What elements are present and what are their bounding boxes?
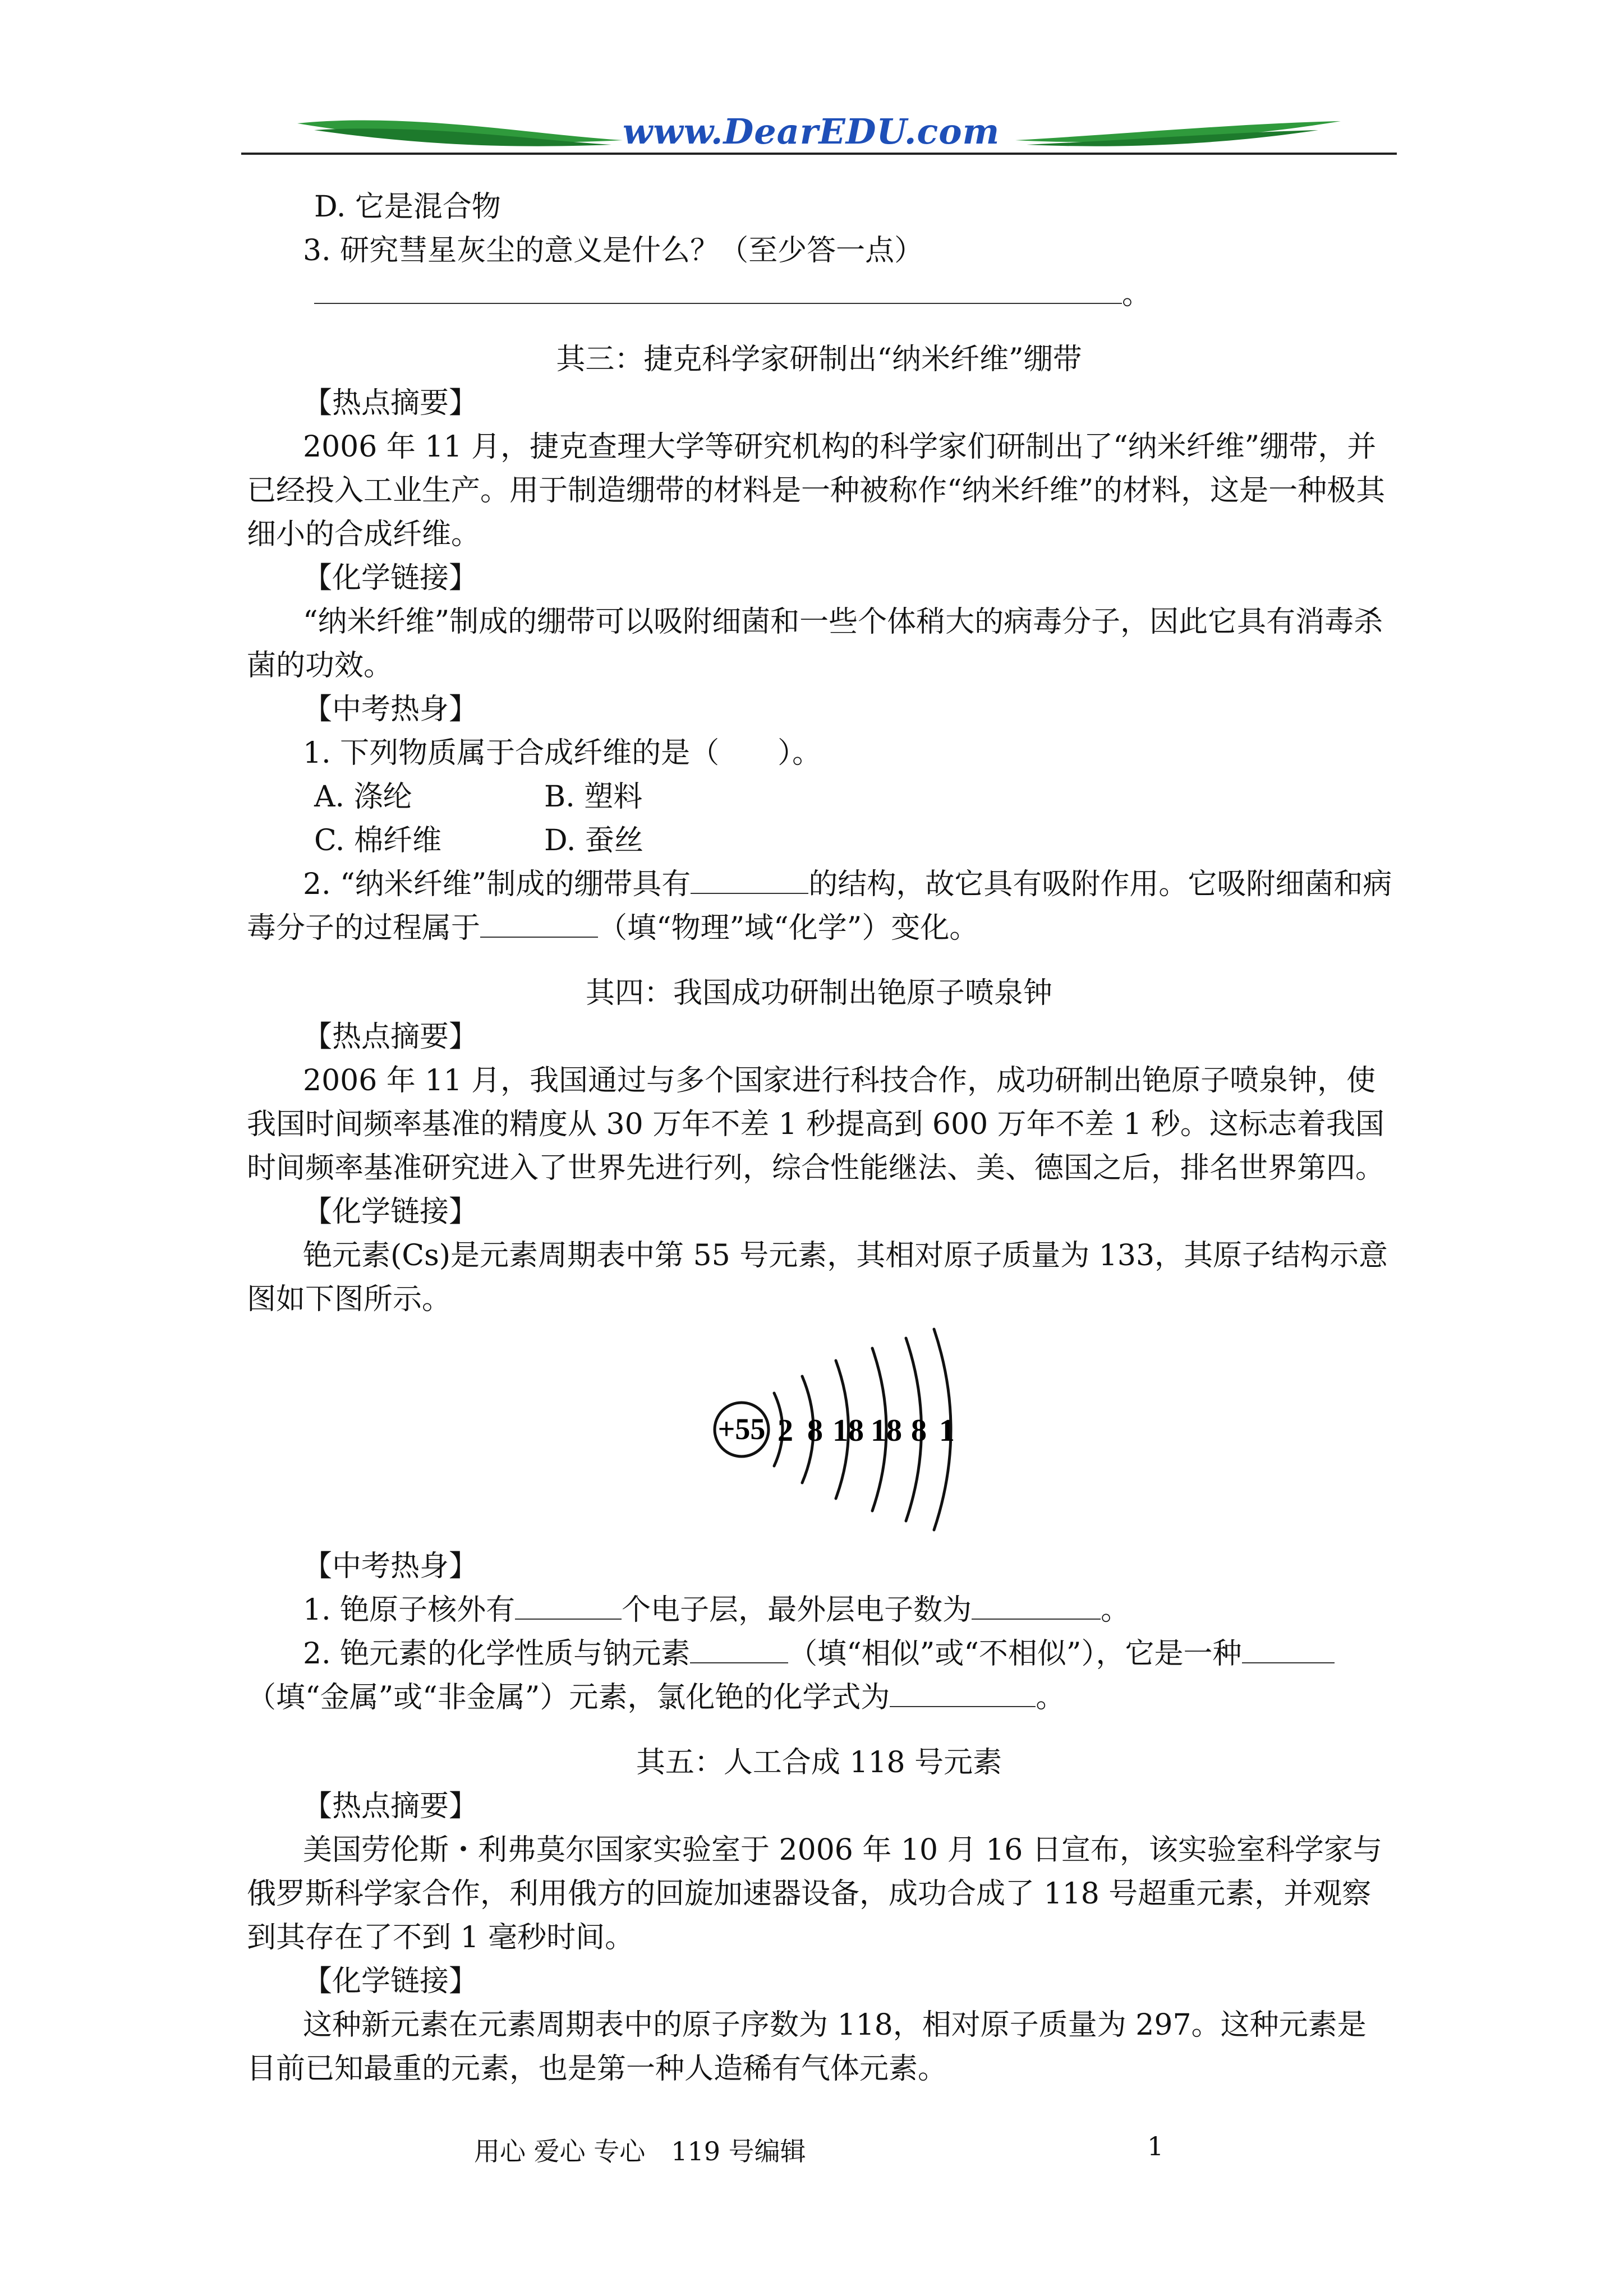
section-4-q1 [247, 1588, 1391, 1632]
electron-count-4: 18 [871, 1413, 902, 1448]
section-3-q2-line1 [247, 863, 1391, 906]
q1-text-a: 1. 铯原子核外有 [303, 1593, 516, 1627]
q2-text-d: 。 [1036, 1681, 1065, 1714]
q2-text-b: 的结构，故它具有吸附作用。它吸附细菌和病 [808, 868, 1392, 901]
section-4-exam-heading: 【中考热身】 [303, 1550, 479, 1583]
answer-blank[interactable] [314, 275, 1122, 304]
option-c: C. 棉纤维 [314, 824, 441, 857]
page-content [247, 185, 1391, 2091]
q2-text-b: （填“相似”或“不相似”），它是一种 [788, 1637, 1242, 1671]
q2-text-a: 2. “纳米纤维”制成的绷带具有 [303, 868, 691, 901]
option-a: A. 涤纶 [314, 780, 412, 814]
page-number: 1 [1147, 2131, 1164, 2161]
section-4-summary: 2006 年 11 月，我国通过与多个国家进行科技合作，成功研制出铯原子喷泉钟，使我国时间频率基准的精度从 30 万年不差 1 秒提高到 600 万年不差 1 秒。这标志着我国时间频率基准研究进入了世界先进行列，综合性能继法、美、德国之后，排名世界第四。 [247, 1064, 1385, 1185]
footer-text: 用心 爱心 专心 119 号编辑 [474, 2136, 806, 2166]
q1-text-b: 个电子层，最外层电子数为 [622, 1593, 972, 1627]
section-3-link: “纳米纤维”制成的绷带可以吸附细菌和一些个体稍大的病毒分子，因此它具有消毒杀菌的功效。 [247, 605, 1383, 683]
answer-blank[interactable] [972, 1590, 1101, 1620]
section-3-title: 其三：捷克科学家研制出“纳米纤维”绷带 [556, 343, 1082, 376]
section-3-link-heading: 【化学链接】 [303, 561, 479, 595]
option-b: B. 塑料 [544, 780, 643, 814]
option-d: D. 蚕丝 [544, 824, 643, 857]
section-4-summary-heading: 【热点摘要】 [303, 1020, 479, 1054]
section-5-summary: 美国劳伦斯・利弗莫尔国家实验室于 2006 年 10 月 16 日宣布，该实验室科学家与俄罗斯科学家合作，利用俄方的回旋加速器设备，成功合成了 118 号超重元素，并观察到其存在了不到 1 毫秒时间。 [247, 1833, 1382, 1954]
nucleus-label: +55 [717, 1412, 766, 1446]
answer-blank[interactable] [515, 1590, 622, 1620]
question-3: 3. 研究彗星灰尘的意义是什么？（至少答一点） [303, 234, 924, 268]
section-5-title: 其五：人工合成 118 号元素 [636, 1746, 1002, 1779]
section-4-q2-line1 [247, 1632, 1391, 1676]
q1-text-c: 。 [1101, 1593, 1130, 1627]
period: 。 [1122, 278, 1152, 311]
q2-text-c: 毒分子的过程属于 [247, 911, 481, 945]
q2-text-c: （填“金属”或“非金属”）元素，氯化铯的化学式为 [247, 1681, 890, 1714]
answer-blank[interactable] [691, 865, 808, 894]
electron-count-6: 1 [939, 1413, 955, 1448]
section-3-options-row-2 [247, 819, 1391, 863]
electron-count-3: 18 [832, 1413, 864, 1448]
electron-count-2: 8 [807, 1413, 823, 1448]
section-5-link: 这种新元素在元素周期表中的原子序数为 118，相对原子质量为 297。这种元素是目前已知最重的元素，也是第一种人造稀有气体元素。 [247, 2008, 1367, 2086]
section-3-exam-heading: 【中考热身】 [303, 693, 479, 726]
cesium-atom-diagram [247, 1326, 1391, 1545]
answer-line-q3 [247, 273, 1391, 316]
q2-text-a: 2. 铯元素的化学性质与钠元素 [303, 1637, 691, 1671]
section-4-link-heading: 【化学链接】 [303, 1195, 479, 1229]
section-5-link-heading: 【化学链接】 [303, 1965, 479, 1998]
section-3-q2-line2 [247, 906, 1391, 950]
answer-blank[interactable] [690, 1634, 788, 1663]
section-3-summary: 2006 年 11 月，捷克查理大学等研究机构的科学家们研制出了“纳米纤维”绷带，并已经投入工业生产。用于制造绷带的材料是一种被称作“纳米纤维”的材料，这是一种极其细小的合成纤维。 [247, 430, 1386, 551]
answer-blank[interactable] [890, 1678, 1036, 1707]
electron-count-1: 2 [778, 1413, 793, 1448]
section-3-options-row-1 [247, 775, 1391, 819]
option-d-line: D. 它是混合物 [314, 190, 501, 224]
electron-count-5: 8 [911, 1413, 927, 1448]
answer-blank[interactable] [1242, 1634, 1335, 1663]
section-3-q1: 1. 下列物质属于合成纤维的是（ ）。 [303, 736, 822, 770]
atom-structure-svg [707, 1326, 965, 1539]
section-4-link: 铯元素(Cs)是元素周期表中第 55 号元素，其相对原子质量为 133，其原子结构示意图如下图所示。 [247, 1239, 1388, 1316]
section-5-summary-heading: 【热点摘要】 [303, 1790, 479, 1823]
q2-text-d: （填“物理”域“化学”）变化。 [598, 911, 979, 945]
answer-blank[interactable] [480, 909, 598, 938]
site-logo-text: www.DearEDU.com [623, 111, 1000, 152]
section-3-summary-heading: 【热点摘要】 [303, 386, 479, 420]
section-4-q2-line2 [247, 1676, 1391, 1719]
page-header [241, 101, 1397, 163]
section-4-title: 其四：我国成功研制出铯原子喷泉钟 [585, 976, 1052, 1010]
header-rule [241, 153, 1397, 155]
